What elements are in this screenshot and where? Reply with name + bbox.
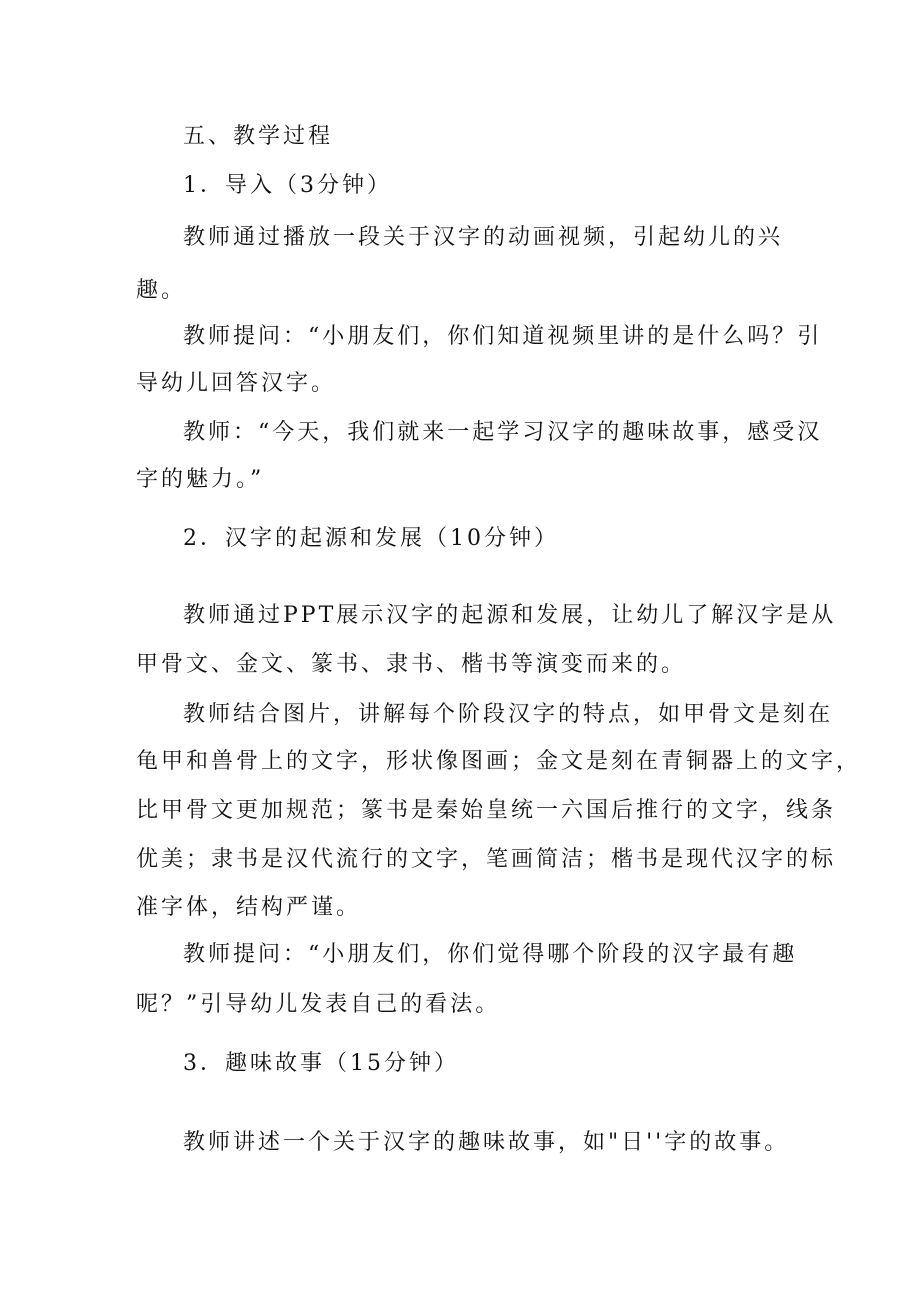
- part2-heading: 2．汉字的起源和发展（10分钟）: [183, 526, 559, 551]
- part3-heading: 3．趣味故事（15分钟）: [183, 1051, 459, 1076]
- part2-para1-line2: 甲骨文、金文、篆书、隶书、楷书等演变而来的。: [136, 652, 687, 677]
- part2-para3-line2: 呢？”引导幼儿发表自己的看法。: [136, 992, 501, 1017]
- part1-heading: 1．导入（3分钟）: [183, 173, 392, 198]
- part2-para2-line3: 比甲骨文更加规范；篆书是秦始皇统一六国后推行的文字，线条: [136, 798, 837, 823]
- part1-para2-line2: 导幼儿回答汉字。: [136, 371, 337, 396]
- part2-para2-line4: 优美；隶书是汉代流行的文字，笔画简洁；楷书是现代汉字的标: [136, 847, 837, 872]
- part2-para2-line2: 龟甲和兽骨上的文字，形状像图画；金文是刻在青铜器上的文字，: [136, 749, 862, 774]
- part3-para1-line1: 教师讲述一个关于汉字的趣味故事，如"日''字的故事。: [183, 1130, 790, 1155]
- part1-para1-line1: 教师通过播放一段关于汉字的动画视频，引起幼儿的兴: [183, 225, 784, 250]
- section-heading: 五、教学过程: [183, 124, 334, 149]
- part1-para3-line1: 教师：“今天，我们就来一起学习汉字的趣味故事，感受汉: [183, 420, 823, 445]
- part1-para3-line2: 字的魅力。”: [136, 467, 265, 492]
- part2-para2-line1: 教师结合图片，讲解每个阶段汉字的特点，如甲骨文是刻在: [183, 702, 834, 727]
- part2-para2-line5: 准字体，结构严谨。: [136, 895, 362, 920]
- part2-para1-line1: 教师通过PPT展示汉字的起源和发展，让幼儿了解汉字是从: [183, 603, 837, 628]
- part1-para1-line2: 趣。: [136, 278, 187, 303]
- part1-para2-line1: 教师提问：“小朋友们，你们知道视频里讲的是什么吗？引: [183, 324, 823, 349]
- part2-para3-line1: 教师提问：“小朋友们，你们觉得哪个阶段的汉字最有趣: [183, 942, 798, 967]
